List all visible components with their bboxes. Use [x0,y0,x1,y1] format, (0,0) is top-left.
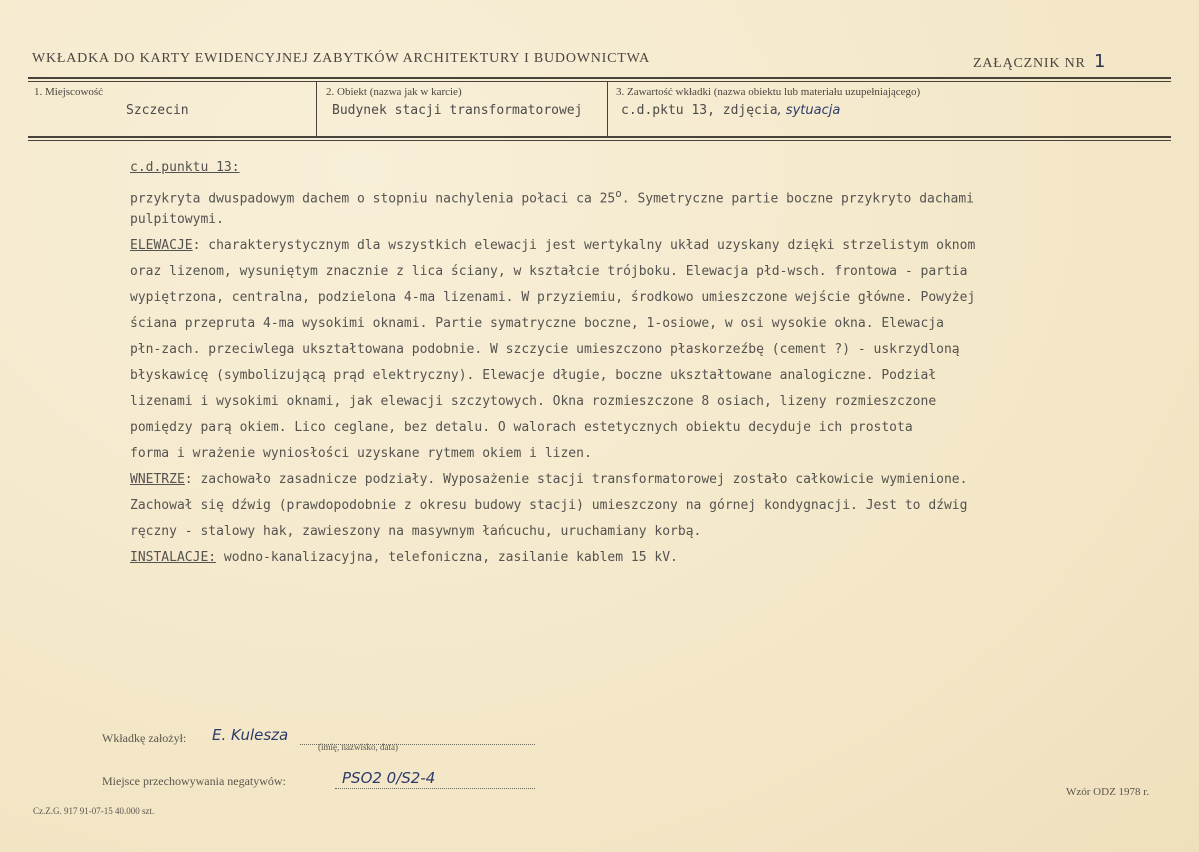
text-line: ściana przepruta 4-ma wysokimi oknami. Partie symatryczne boczne, 1-osiowe, w osi wysokie okna. Elewacja [130,316,944,331]
object-label: 2. Obiekt (nazwa jak w karcie) [326,86,462,98]
header-rule-top [28,77,1171,79]
field-divider-2 [607,82,608,136]
text-line: płn-zach. przeciwlega ukształtowana podobnie. W szczycie umieszczono płaskorzeźbę (cement ?) - uskrzydloną [130,342,960,357]
print-info: Cz.Z.G. 917 91-07-15 40.000 szt. [33,806,155,816]
annex-label [973,51,1106,72]
text-line: ręczny - stalowy hak, zawieszony na masywnym łańcuchu, uruchamiany korbą. [130,524,702,539]
degree-sup: o [615,187,622,200]
text-line: wypiętrzona, centralna, podzielona 4-ma lizenami. W przyziemiu, środkowo umieszczone wejście główne. Powyżej [130,290,976,305]
text-line: Zachował się dźwig (prawdopodobnie z okresu budowy stacji) umieszczony na górnej kondygnacji. Jest to dźwig [130,498,968,513]
interior-heading: WNETRZE [130,472,185,487]
text-segment: : charakterystycznym dla wszystkich elewacji jest wertykalny układ uzyskany dzięki strzelistym oknom [192,238,976,253]
section-heading: c.d.punktu 13: [130,160,240,175]
contents-value-typed: c.d.pktu 13, zdjęcia [621,103,778,118]
text-line: forma i wrażenie wyniosłości uzyskane rytmem okiem i lizen. [130,446,592,461]
negatives-label: Miejsce przechowywania negatywów: [102,774,286,788]
negatives-line [335,788,535,789]
locality-value: Szczecin [126,103,189,118]
contents-value-handwritten: , sytuacja [777,103,841,118]
text-line [130,467,1180,493]
text-line: pomiędzy parą okiem. Lico ceglane, bez detalu. O walorach estetycznych obiektu decyduje ich prostota [130,420,913,435]
contents-value [621,103,840,118]
annex-number: 1 [1093,51,1107,72]
text-segment: . Symetryczne partie boczne przykryto dachami [621,191,974,207]
negatives-value: PSO2 0/S2-4 [342,769,436,787]
header-rule-top-thin [28,81,1171,82]
created-by-label: Wkładkę założył: [102,731,187,745]
document-title: WKŁADKA DO KARTY EWIDENCYJNEJ ZABYTKÓW ARCHITEKTURY I BUDOWNICTWA [32,51,650,66]
text-line: pulpitowymi. [130,212,224,227]
contents-label: 3. Zawartość wkładki (nazwa obiektu lub materiału uzupełniającego) [616,86,921,98]
object-value: Budynek stacji transformatorowej [332,103,583,118]
template-info: Wzór ODZ 1978 r. [1066,786,1150,798]
header-rule-bottom-thin [28,140,1171,141]
text-segment: wodno-kanalizacyjna, telefoniczna, zasilanie kablem 15 kV. [216,550,678,565]
annex-label-text: ZAŁĄCZNIK NR [973,56,1086,71]
header-rule-bottom [28,136,1171,138]
text-line [130,545,1180,571]
installations-heading: INSTALACJE: [130,550,217,565]
text-line: błyskawicę (symbolizującą prąd elektryczny). Elewacje długie, boczne ukształtowane analogiczne. Podział [130,368,937,383]
field-divider-1 [316,82,317,136]
text-line [130,233,1180,259]
locality-label: 1. Miejscowość [34,86,104,98]
created-by-signature: E. Kulesza [212,726,289,744]
text-line: oraz lizenom, wysuniętym znacznie z lica ściany, w kształcie trójboku. Elewacja płd-wsch. frontowa - partia [130,264,968,279]
text-line: lizenami i wysokimi oknami, jak elewacji szczytowych. Okna rozmieszczone 8 osiach, lizeny rozmieszczone [130,394,937,409]
description-text [130,155,1180,571]
text-segment: przykryta dwuspadowym dachem o stopniu nachylenia połaci ca 25 [130,191,616,207]
text-line [130,181,1180,207]
text-segment: : zachowało zasadnicze podziały. Wyposażenie stacji transformatorowej zostało całkowicie wymienione. [184,472,968,487]
created-by-hint: (imię, nazwisko, data) [318,742,398,752]
elevations-heading: ELEWACJE [130,238,193,253]
